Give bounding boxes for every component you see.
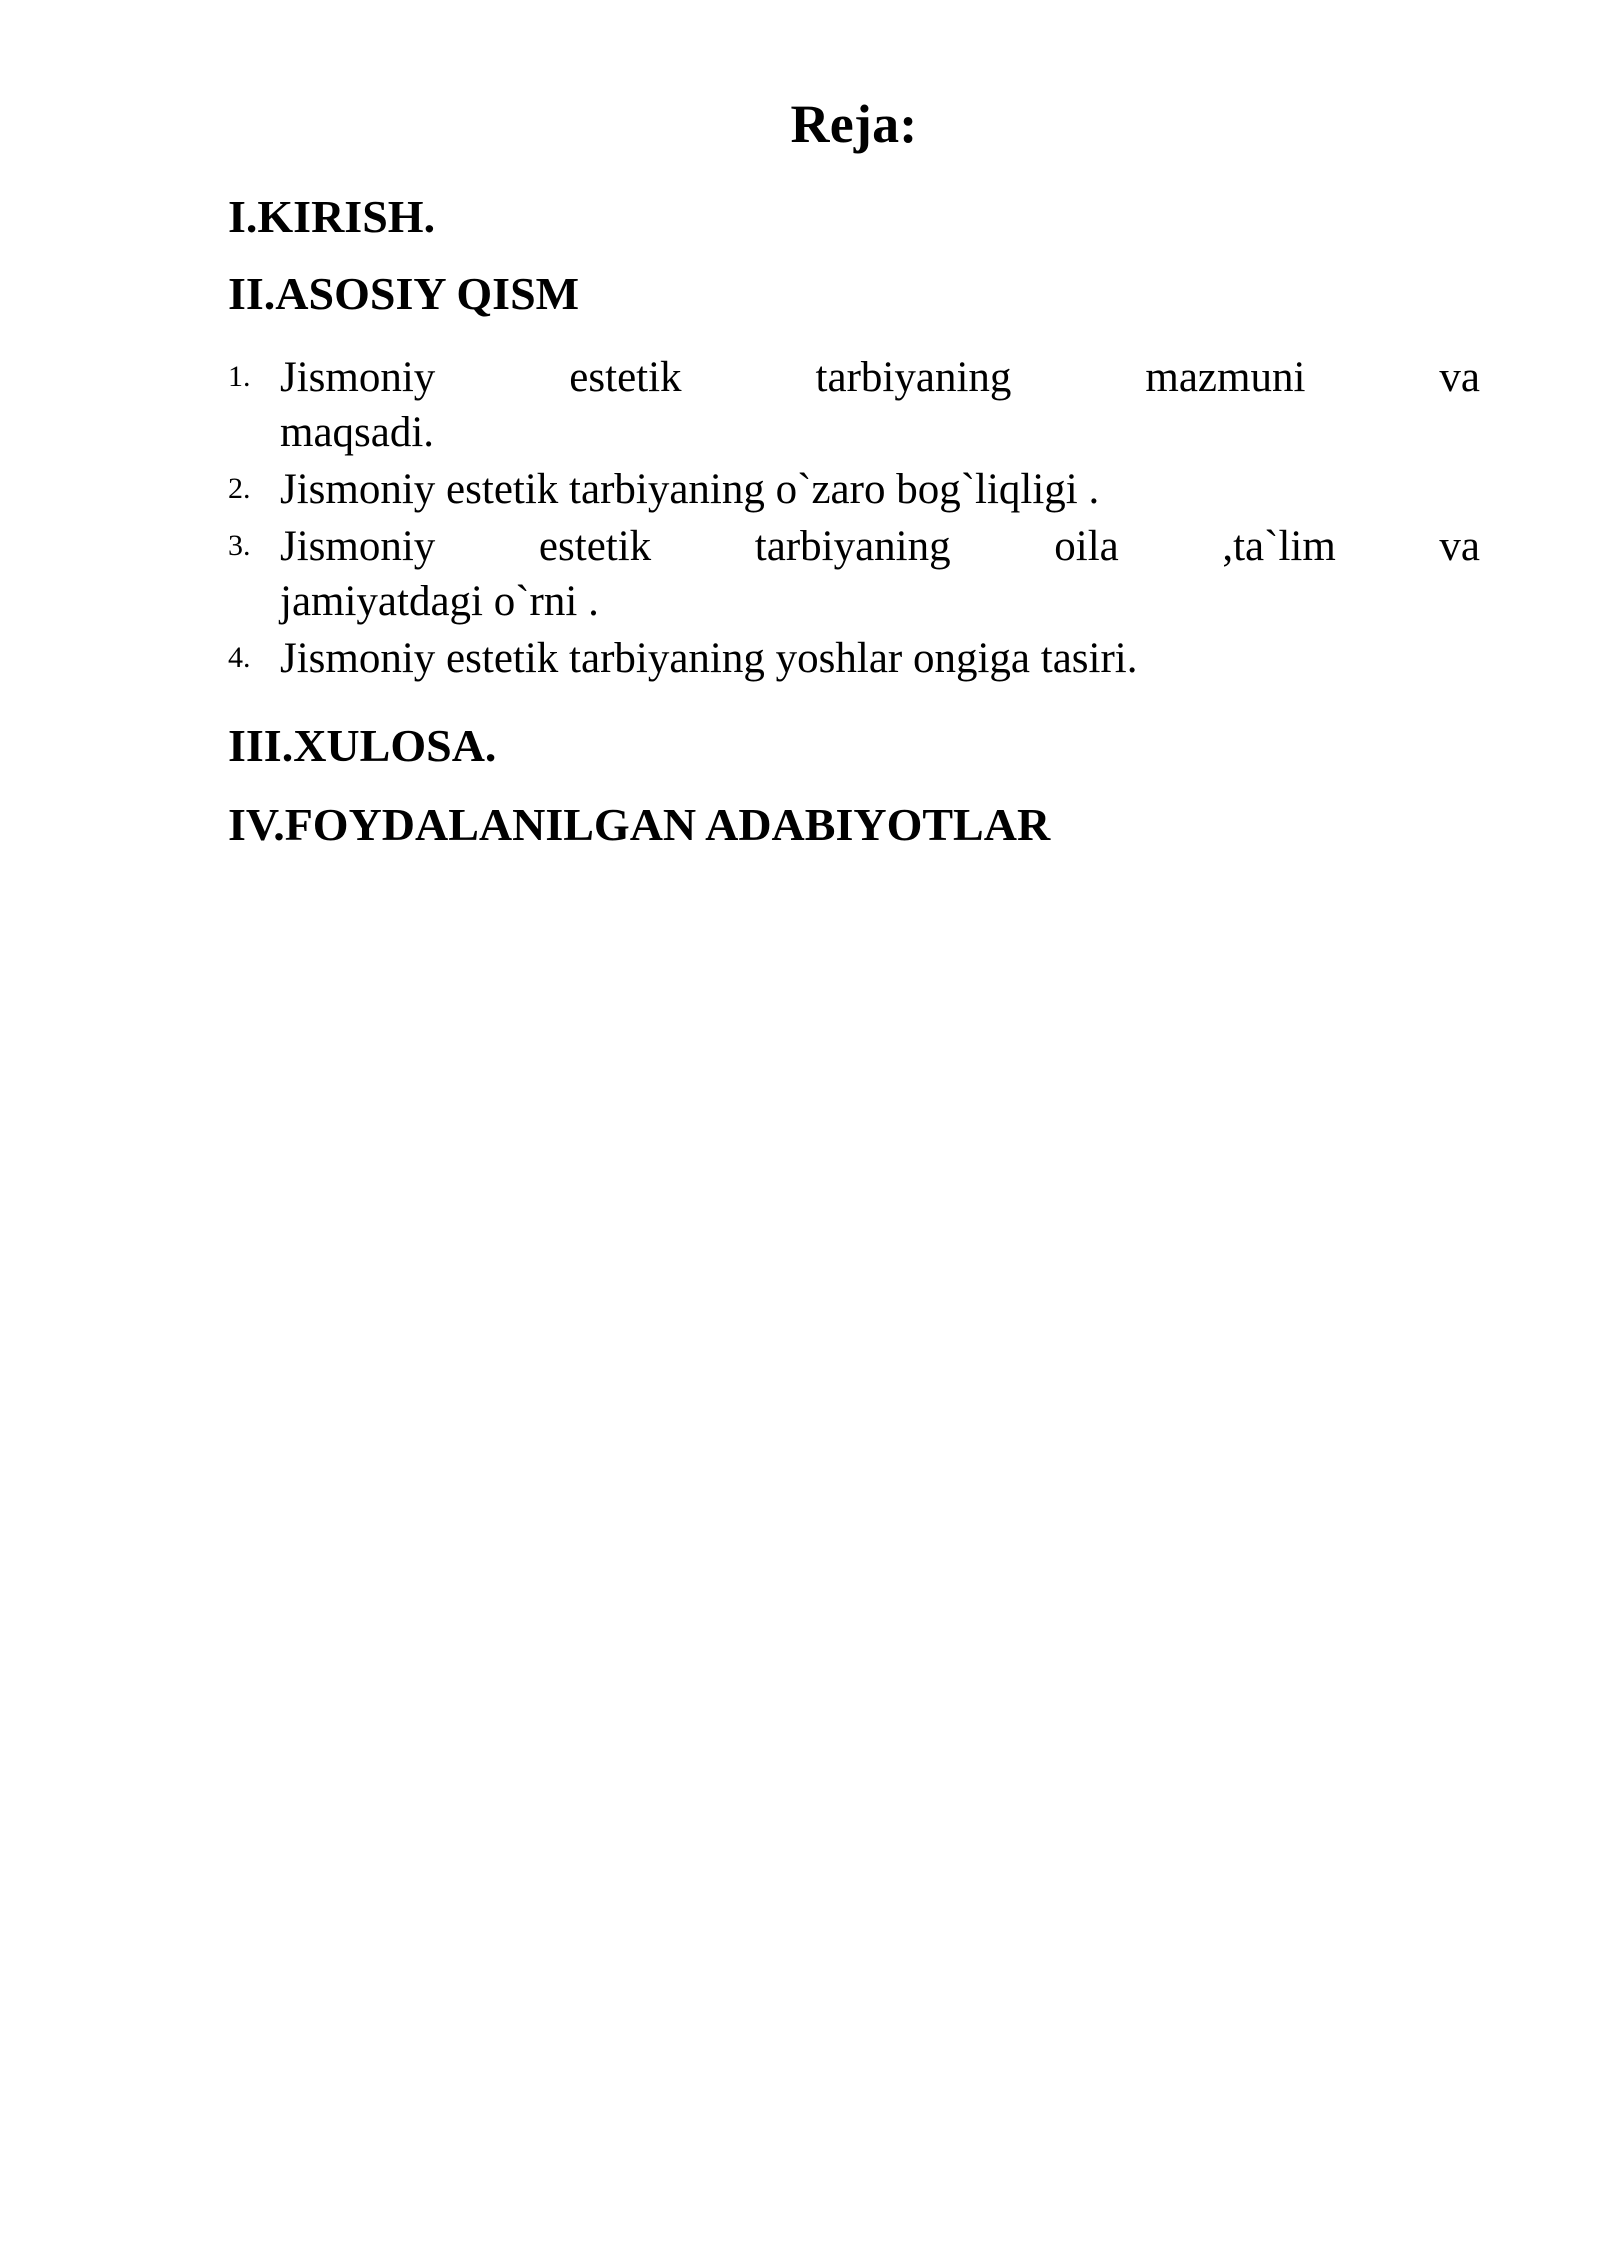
list-item-text: Jismoniy estetik tarbiyaning o`zaro bog`liqligi . bbox=[280, 465, 1100, 513]
list-item bbox=[228, 631, 1480, 686]
list-item-line: jamiyatdagi o`rni . bbox=[280, 577, 599, 625]
document-content bbox=[228, 96, 1480, 851]
list-item bbox=[228, 350, 1480, 460]
list-item-marker: 2. bbox=[228, 471, 251, 505]
section-heading-kirish: I.KIRISH. bbox=[228, 190, 436, 242]
section-heading-asosiy-qism: II.ASOSIY QISM bbox=[228, 268, 580, 320]
list-item-line: Jismoniy estetik tarbiyaning mazmuni va bbox=[280, 353, 1480, 401]
section-heading-xulosa: III.XULOSA. bbox=[228, 719, 497, 771]
list-item bbox=[228, 519, 1480, 629]
list-item-line: maqsadi. bbox=[280, 408, 435, 456]
list-item-text: Jismoniy estetik tarbiyaning yoshlar ongiga tasiri. bbox=[280, 634, 1138, 682]
list-item-text bbox=[280, 519, 1480, 629]
list-item bbox=[228, 462, 1480, 517]
list-item-line: Jismoniy estetik tarbiyaning oila ,ta`lim va bbox=[280, 522, 1480, 570]
list-item-marker: 1. bbox=[228, 359, 251, 393]
plan-list bbox=[228, 350, 1480, 686]
page-title: Reja: bbox=[790, 94, 918, 154]
list-item-text bbox=[280, 350, 1480, 460]
section-heading-foydalanilgan-adabiyotlar: IV.FOYDALANILGAN ADABIYOTLAR bbox=[228, 799, 1051, 851]
list-item-marker: 3. bbox=[228, 528, 251, 562]
list-item-marker: 4. bbox=[228, 640, 251, 674]
